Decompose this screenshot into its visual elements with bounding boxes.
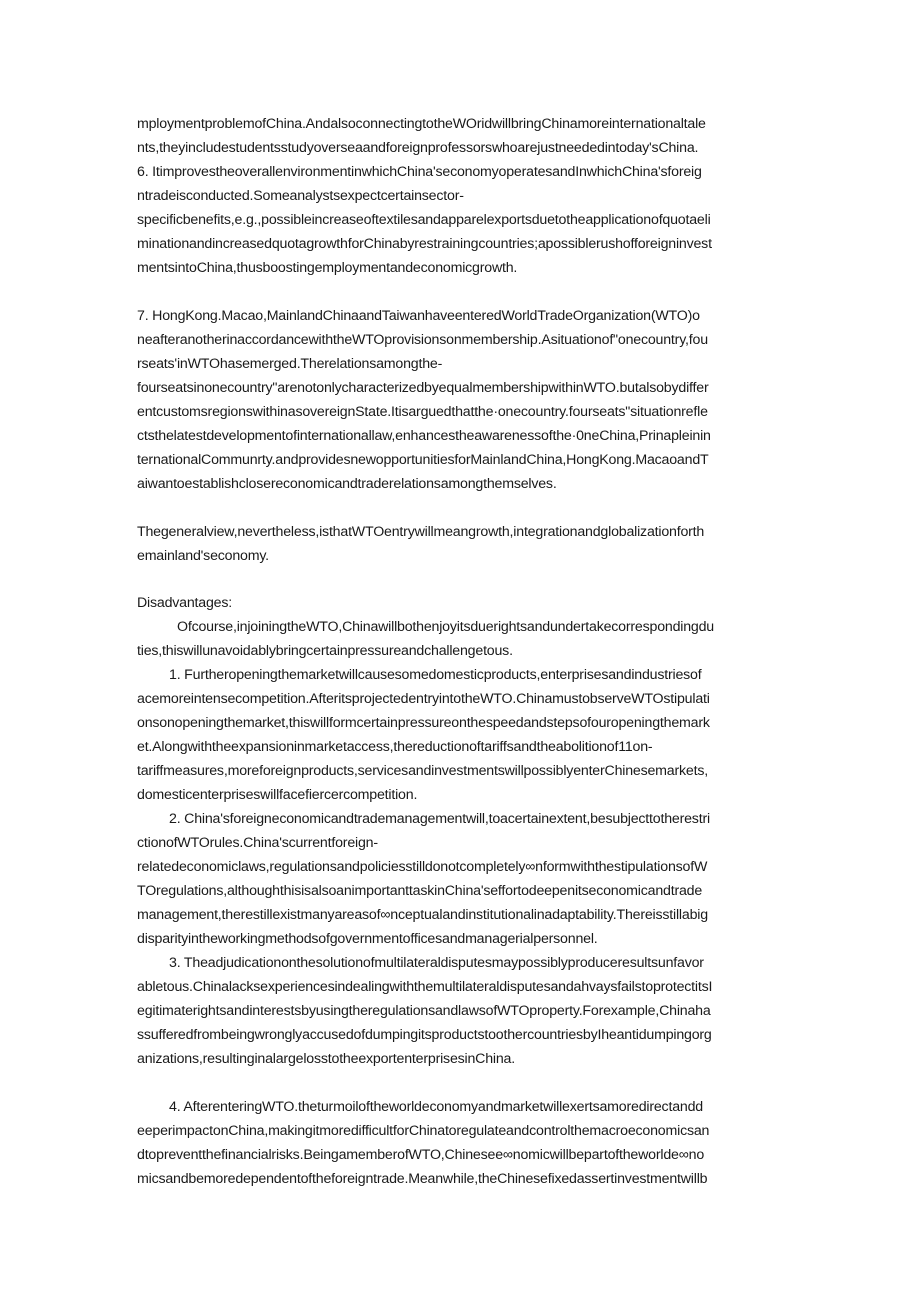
text-line: emainland'seconomy. (137, 548, 269, 564)
text-line: ternationalCommunrty.andprovidesnewopportunitiesforMainlandChina,HongKong.MacaoandT (137, 452, 709, 468)
text-line: 4. AfterenteringWTO.theturmoiloftheworldeconomyandmarketwillexertsamoredirectandd (169, 1099, 703, 1115)
text-line: 7. HongKong.Macao,MainlandChinaandTaiwanhaveenteredWorldTradeOrganization(WTO)o (137, 308, 700, 324)
text-line: management,therestillexistmanyareasof∞nceptualandinstitutionalinadaptability.Thereisstillabig (137, 907, 708, 923)
text-line: disparityintheworkingmethodsofgovernmentofficesandmanagerialpersonnel. (137, 931, 598, 947)
text-line: et.Alongwiththeexpansioninmarketaccess,thereductionoftariffsandtheabolitionof11on- (137, 739, 653, 755)
text-line: aiwantoestablishclosereconomicandtraderelationsamongthemselves. (137, 476, 557, 492)
text-line: 3. Theadjudicationonthesolutionofmultilateraldisputesmaypossiblyproduceresultsunfavor (169, 955, 704, 971)
section-heading: Disadvantages: (137, 595, 232, 611)
text-line: neafteranotherinaccordancewiththeWTOprovisionsonmembership.Asituationof"onecountry,fou (137, 332, 708, 348)
text-line: 1. Furtheropeningthemarketwillcausesomedomesticproducts,enterprisesandindustriesof (169, 667, 702, 683)
text-line: 2. China'sforeigneconomicandtrademanagementwill,toacertainextent,besubjecttotherestri (169, 811, 710, 827)
text-line: entcustomsregionswithinasovereignState.Itisarguedthatthe·onecountry.fourseats"situationrefle (137, 404, 708, 420)
text-line: anizations,resultinginalargelosstotheexportenterprisesinChina. (137, 1051, 515, 1067)
text-line: dtopreventthefinancialrisks.BeingamemberofWTO,Chinesee∞nomicwillbepartoftheworlde∞no (137, 1147, 705, 1163)
text-line: mploymentproblemofChina.AndalsoconnectingtotheWOridwillbringChinamoreinternationaltale (137, 116, 706, 132)
text-line: ctionofWTOrules.China'scurrentforeign- (137, 835, 378, 851)
text-line: eeperimpactonChina,makingitmoredifficultforChinatoregulateandcontrolthemacroeconomicsan (137, 1123, 710, 1139)
text-line: acemoreintensecompetition.AfteritsprojectedentryintotheWTO.ChinamustobserveWTOstipulati (137, 691, 710, 707)
text-line: 6. ItimprovestheoverallenvironmentinwhichChina'seconomyoperatesandInwhichChina'sforeig (137, 164, 702, 180)
text-line: ties,thiswillunavoidablybringcertainpressureandchallengetous. (137, 643, 513, 659)
text-line: rseats'inWTOhasemerged.Therelationsamongthe- (137, 356, 443, 372)
text-line: onsonopeningthemarket,thiswillformcertainpressureonthespeedandstepsofouropeningthemark (137, 715, 710, 731)
text-line: minationandincreasedquotagrowthforChinabyrestrainingcountries;apossiblerushofforeigninvest (137, 236, 712, 252)
text-line: specificbenefits,e.g.,possibleincreaseoftextilesandapparelexportsduetotheapplicationofquotaeli (137, 212, 711, 228)
text-line: ctsthelatestdevelopmentofinternationallaw,enhancestheawarenessofthe·0neChina,Prinapleinin (137, 428, 711, 444)
text-line: TOregulations,althoughthisisalsoanimportanttaskinChina'seffortodeepenitseconomicandtrade (137, 883, 703, 899)
text-line: ssufferedfrombeingwronglyaccusedofdumpingitsproductstoothercountriesbyIheantidumpingorg (137, 1027, 712, 1043)
text-line: tariffmeasures,moreforeignproducts,servicesandinvestmentswillpossiblyenterChinesemarkets, (137, 763, 708, 779)
text-line: nts,theyincludestudentsstudyoverseaandforeignprofessorswhoarejustneededintoday'sChina. (137, 140, 699, 156)
text-line: Thegeneralview,nevertheless,isthatWTOentrywillmeangrowth,integrationandglobalizationforth (137, 524, 705, 540)
text-line: micsandbemoredependentoftheforeigntrade.Meanwhile,theChinesefixedassertinvestmentwillb (137, 1171, 708, 1187)
text-line: fourseatsinonecountry"arenotonlycharacterizedbyequalmembershipwithinWTO.butalsobydiffer (137, 380, 709, 396)
text-line: abletous.ChinalacksexperiencesindealingwiththemultilateraldisputesandahvaysfailstoprotectitsI (137, 979, 713, 995)
text-line: egitimaterightsandinterestsbyusingtheregulationsandlawsofWTOproperty.Forexample,Chinaha (137, 1003, 711, 1019)
text-line: Ofcourse,injoiningtheWTO,Chinawillbothenjoyitsduerightsandundertakecorrespondingdu (177, 619, 714, 635)
text-line: domesticenterpriseswillfacefiercercompetition. (137, 787, 418, 803)
text-line: ntradeisconducted.Someanalystsexpectcertainsector- (137, 188, 464, 204)
text-line: mentsintoChina,thusboostingemploymentandeconomicgrowth. (137, 260, 518, 276)
text-line: relatedeconomiclaws,regulationsandpoliciesstilldonotcompletely∞nformwiththestipulationsofW (137, 859, 708, 875)
